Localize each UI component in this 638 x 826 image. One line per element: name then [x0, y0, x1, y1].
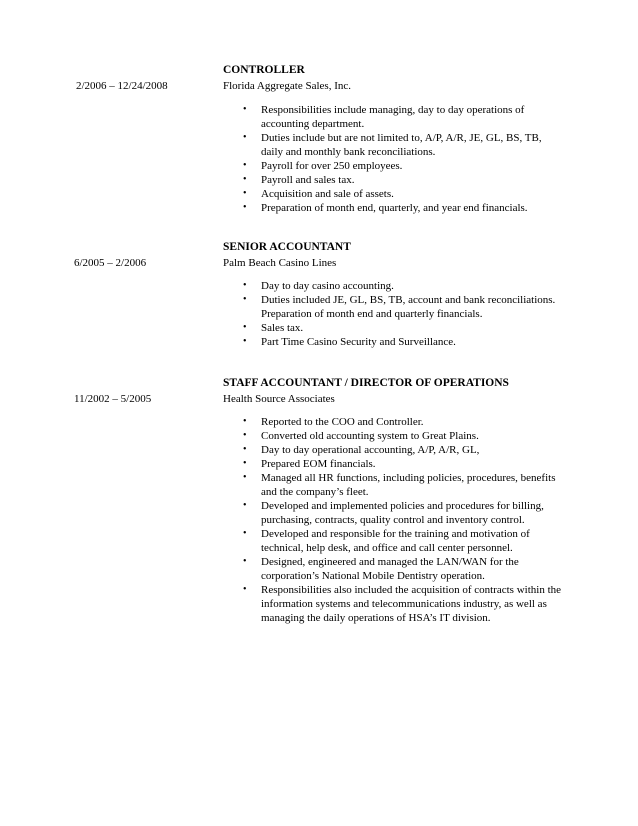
job-title: SENIOR ACCOUNTANT [223, 241, 351, 253]
duties-list [235, 103, 565, 215]
job-dates: 6/2005 – 2/2006 [74, 257, 147, 269]
bullet-icon: • [243, 416, 247, 427]
bullet-icon: • [243, 202, 247, 213]
duty-text: Duties included JE, GL, BS, TB, account and bank reconciliations. Preparation of month end and quarterly financials. [261, 294, 556, 320]
bullet-icon: • [243, 444, 247, 455]
duty-text: Reported to the COO and Controller. [261, 416, 424, 428]
duty-text: Converted old accounting system to Great Plains. [261, 430, 479, 442]
duty-text: Day to day operational accounting, A/P, A/R, GL, [261, 444, 480, 456]
list-item [235, 457, 565, 471]
employer-name: Health Source Associates [223, 393, 335, 405]
list-item [235, 173, 565, 187]
list-item [235, 555, 565, 583]
list-item [235, 499, 565, 527]
bullet-icon: • [243, 430, 247, 441]
bullet-icon: • [243, 104, 247, 115]
duty-text: Designed, engineered and managed the LAN/WAN for the corporation’s National Mobile Dentistry operation. [261, 556, 519, 582]
bullet-icon: • [243, 132, 247, 143]
list-item [235, 335, 565, 349]
duty-text: Duties include but are not limited to, A/P, A/R, JE, GL, BS, TB, daily and monthly bank reconciliations. [261, 132, 542, 158]
list-item [235, 279, 565, 293]
job-title: CONTROLLER [223, 64, 305, 76]
duty-text: Responsibilities also included the acquisition of contracts within the information systems and telecommunications industry, as well as managing the daily operations of HSA’s IT division. [261, 584, 562, 624]
duty-text: Sales tax. [261, 322, 304, 334]
bullet-icon: • [243, 160, 247, 171]
bullet-icon: • [243, 174, 247, 185]
bullet-icon: • [243, 528, 247, 539]
bullet-icon: • [243, 188, 247, 199]
bullet-icon: • [243, 472, 247, 483]
job-title: STAFF ACCOUNTANT / DIRECTOR OF OPERATIONS [223, 377, 509, 389]
duty-text: Payroll for over 250 employees. [261, 160, 403, 172]
duty-text: Responsibilities include managing, day to day operations of accounting department. [261, 104, 525, 130]
bullet-icon: • [243, 280, 247, 291]
list-item [235, 443, 565, 457]
list-item [235, 293, 565, 321]
list-item [235, 321, 565, 335]
list-item [235, 471, 565, 499]
job-dates: 11/2002 – 5/2005 [74, 393, 152, 405]
list-item [235, 187, 565, 201]
duty-text: Part Time Casino Security and Surveillance. [261, 336, 456, 348]
duty-text: Prepared EOM financials. [261, 458, 376, 470]
duty-text: Managed all HR functions, including policies, procedures, benefits and the company’s fleet. [261, 472, 556, 498]
duty-text: Day to day casino accounting. [261, 280, 394, 292]
bullet-icon: • [243, 336, 247, 347]
list-item [235, 527, 565, 555]
list-item [235, 103, 565, 131]
bullet-icon: • [243, 294, 247, 305]
duty-text: Preparation of month end, quarterly, and year end financials. [261, 202, 528, 214]
bullet-icon: • [243, 458, 247, 469]
duty-text: Developed and implemented policies and procedures for billing, purchasing, contracts, quality control and inventory control. [261, 500, 544, 526]
list-item [235, 131, 565, 159]
duty-text: Acquisition and sale of assets. [261, 188, 394, 200]
bullet-icon: • [243, 556, 247, 567]
duties-list [235, 279, 565, 349]
employer-name: Palm Beach Casino Lines [223, 257, 337, 269]
employer-name: Florida Aggregate Sales, Inc. [223, 80, 351, 92]
duties-list [235, 415, 565, 625]
bullet-icon: • [243, 584, 247, 595]
list-item [235, 201, 565, 215]
duty-text: Payroll and sales tax. [261, 174, 355, 186]
list-item [235, 415, 565, 429]
bullet-icon: • [243, 500, 247, 511]
list-item [235, 159, 565, 173]
list-item [235, 583, 565, 625]
list-item [235, 429, 565, 443]
job-dates: 2/2006 – 12/24/2008 [76, 80, 168, 92]
bullet-icon: • [243, 322, 247, 333]
duty-text: Developed and responsible for the training and motivation of technical, help desk, and office and call center personnel. [261, 528, 530, 554]
